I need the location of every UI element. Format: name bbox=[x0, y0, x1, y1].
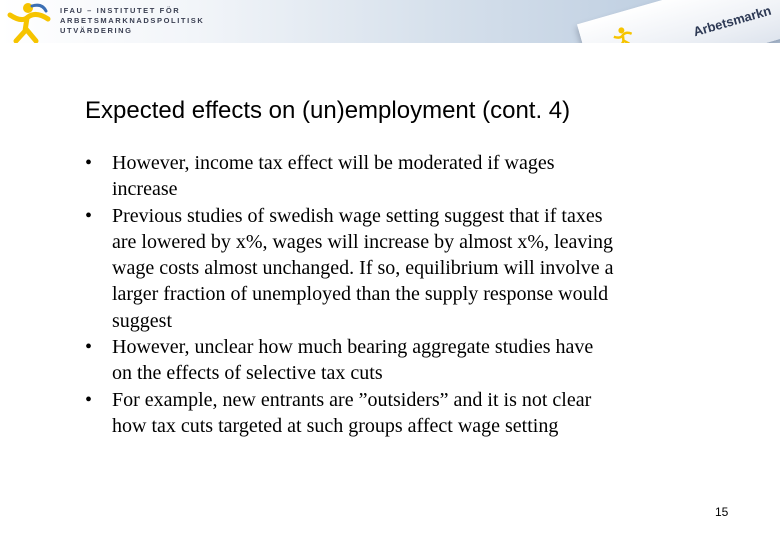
book-title: Arbetsmarkn bbox=[691, 2, 773, 40]
bullet-3-line-2: on the effects of selective tax cuts bbox=[112, 362, 383, 385]
bullet-3-line-1: However, unclear how much bearing aggregate studies have bbox=[112, 336, 594, 359]
bullet-4-line-1: For example, new entrants are ”outsiders” and it is not clear bbox=[112, 388, 592, 411]
bullet-2-line-5: suggest bbox=[112, 309, 172, 332]
bullet-4-line-2: how tax cuts targeted at such groups affect wage setting bbox=[112, 414, 559, 437]
bullet-icon: • bbox=[85, 152, 93, 174]
org-line-3: UTVÄRDERING bbox=[60, 26, 133, 35]
bullet-item-2 bbox=[85, 203, 725, 334]
bullet-2-line-1: Previous studies of swedish wage setting suggest that if taxes bbox=[112, 204, 603, 227]
bullet-2-line-2: are lowered by x%, wages will increase by almost x%, leaving bbox=[112, 230, 613, 253]
bullet-2-line-3: wage costs almost unchanged. If so, equilibrium will involve a bbox=[112, 257, 614, 280]
org-line-1: IFAU – INSTITUTET FÖR bbox=[60, 6, 181, 15]
bullet-list bbox=[85, 150, 725, 439]
bullet-item-3 bbox=[85, 334, 725, 387]
bullet-icon: • bbox=[85, 336, 93, 359]
bullet-1-line-2: increase bbox=[112, 178, 178, 201]
report-book-image bbox=[577, 0, 780, 43]
bullet-icon: • bbox=[85, 388, 93, 411]
bullet-icon: • bbox=[85, 204, 93, 227]
bullet-2-line-4: larger fraction of unemployed than the supply response would bbox=[112, 283, 609, 306]
bullet-item-4 bbox=[85, 387, 725, 440]
book-logo-icon bbox=[610, 24, 637, 43]
bullet-1-line-1: However, income tax effect will be moderated if wages bbox=[112, 152, 555, 174]
page-number: 15 bbox=[715, 505, 729, 519]
slide-title: Expected effects on (un)employment (cont. 4) bbox=[85, 97, 571, 124]
ifau-logo-icon bbox=[6, 1, 52, 43]
bullet-item-1 bbox=[85, 150, 725, 203]
header-banner bbox=[0, 0, 780, 43]
organization-name bbox=[60, 6, 204, 36]
org-line-2: ARBETSMARKNADSPOLITISK bbox=[60, 16, 205, 25]
